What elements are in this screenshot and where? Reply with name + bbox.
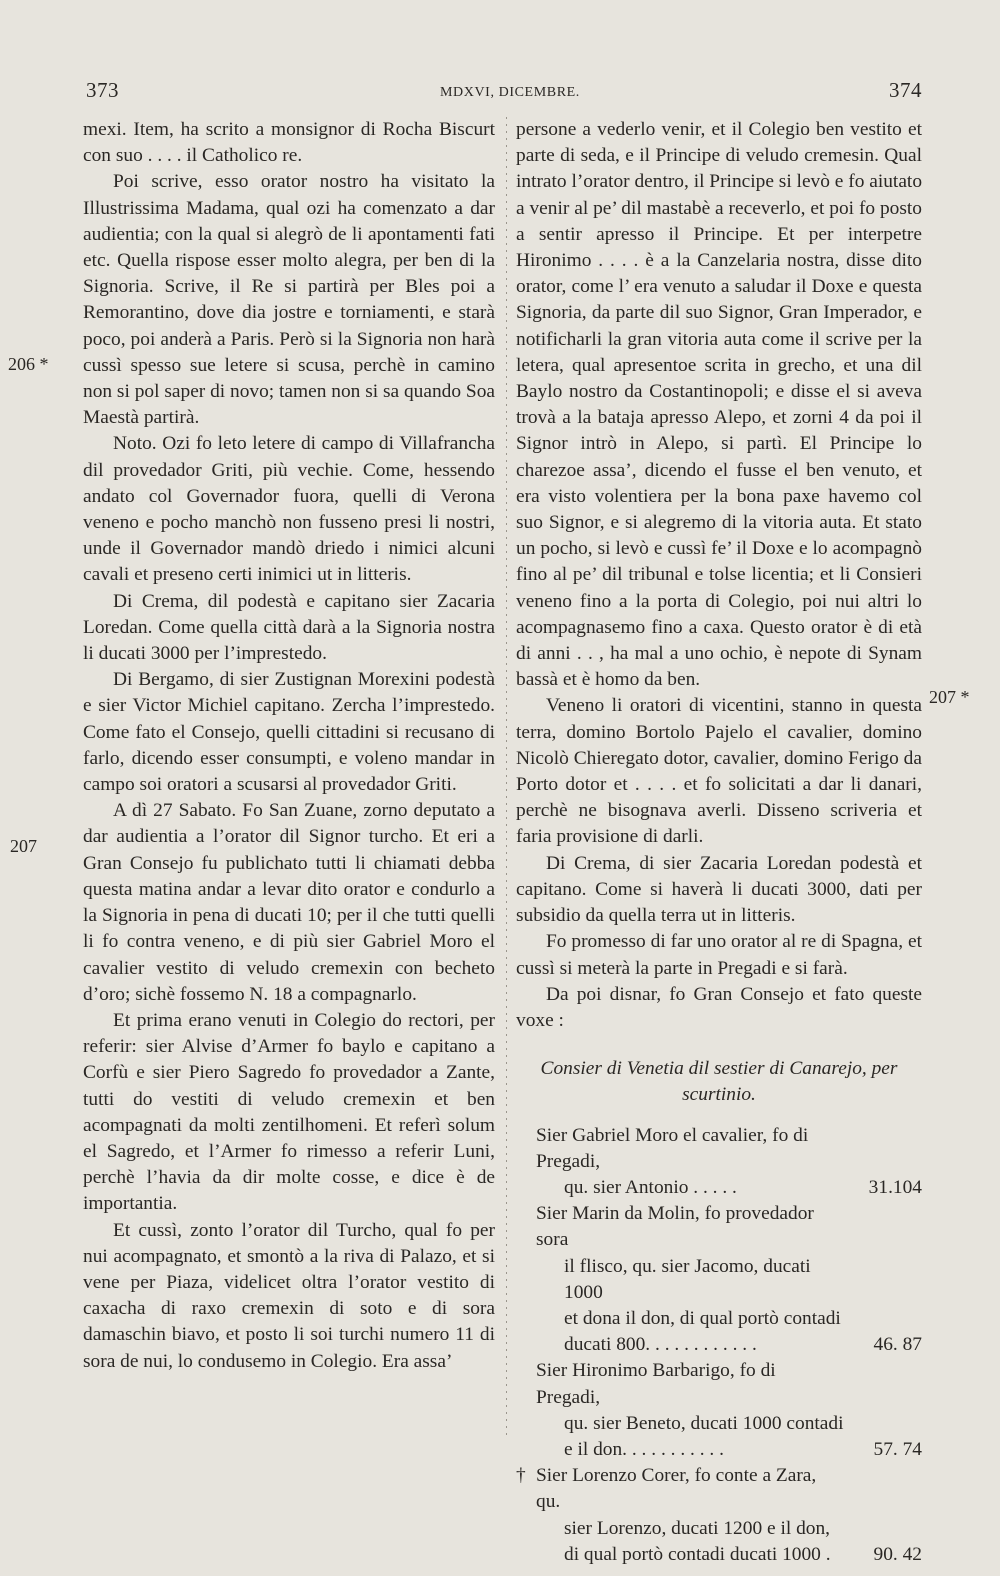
paragraph: Di Bergamo, di sier Zustignan Morexini podestà e sier Victor Michiel capitano. Zercha l’imprestedo. Come fato el Consejo, quelli cittadini si recusano di farlo, dicendo esser consumpti, e voleno mandar in campo soi oratori a scusarsi al provedador Griti.: [83, 669, 495, 796]
section-title: Consier di Venetia dil sestier di Canarejo, per scurtinio.: [540, 1058, 898, 1106]
candidate-name: Sier Hironimo Barbarigo, fo di Pregadi,: [536, 1360, 776, 1408]
paragraph: Noto. Ozi fo leto letere di campo di Villafrancha dil provedador Griti, più vechie. Come, hessendo andato col Governador fuora, quelli di Verona veneno e pocho manchò non fusseno presi li nostri, unde il Governador mandò driedo i nimici alcuni cavali et preseno certi inimici ut in litteris.: [83, 433, 495, 586]
paragraph: A dì 27 Sabato. Fo San Zuane, zorno deputato a dar audientia a l’orator dil Signor turcho. Et eri a Gran Consejo fu publichato tutti li chiamati debba questa matina andar a levar dito orator e condurlo a la Signoria in pena di ducati 10; per il che tutti quelli li fo contra veneno, e di più sier Gabriel Moro el cavalier vestito di veludo cremexin con becheto d’oro; sichè fossemo N. 18 a compagnarlo.: [83, 800, 495, 1005]
column-divider: [506, 117, 507, 1437]
paragraph: persone a vederlo venir, et il Colegio ben vestito et parte di seda, e il Principe di veludo cremesin. Qual intrato l’orator dentro, il Principe si levò e fo aiutato a venir al pe’ dil mastabè a receverlo, et poi fo posto a sentir apresso il Principe. Et per interpetre Hironimo . . . . è a la Canzelaria nostra, disse dito orator, come l’ era venuto a saludar il Doxe e questa Signoria, da parte dil suo Signor, Gran Imperador, e notificharli la gran vitoria auta come il scrive per la letera, qual apresentoe scrita in grecho, et una dil Baylo nostro da Costantinopoli; e disse el si aveva trovà a la bataja apresso Alepo, et zorni 4 da poi il Signor intrò in Alepo, si partì. El Principe lo charezoe assa’, dicendo el fusse el ben venuto, et era visto volentiera per la bona paxe havemo col suo Signor, e si alegremo di la vitoria auta. Et stato un pocho, si levò e cussì fe’ il Doxe e lo acompagnò fino al pe’ dil tribunal e tolse licentia; et li Consieri veneno fino a la porta di Colegio, poi nui altri lo acompagnasemo fino a caxa. Questo orator è di età di anni . . , ha mal a uno ochio, è nepote di Synam bassà et è homo da ben.: [516, 119, 923, 691]
list-item: [516, 1358, 922, 1463]
paragraph: Fo promesso di far uno orator al re di Spagna, et cussì si meterà la parte in Pregadi e si farà.: [516, 931, 922, 979]
margin-note-207-right: 207 *: [929, 687, 970, 707]
candidate-detail: sier Lorenzo, ducati 1200 e il don,: [564, 1517, 831, 1539]
paragraph: Poi scrive, esso orator nostro ha visitato la Illustrissima Madama, qual ozi ha comenzato a dar audientia; con la qual si alegrò de li apontamenti fati etc. Quella rispose esser molto alegra, per ben di la Signoria. Scrive, il Re si partirà per Bles poi a Remorantino, dove dia jostre e torniamenti, e starà poco, poi anderà a Paris. Però si la Signoria non harà cussì spesso sue letere si scusa, perchè in camino non si pol saper di novo; tamen non si sa quando Soa Maestà partirà.: [83, 171, 496, 429]
list-item: [516, 1201, 922, 1358]
vote-count: 90. 42: [873, 1543, 922, 1565]
vote-count: 57. 74: [873, 1438, 922, 1460]
paragraph: Et prima erano venuti in Colegio do rectori, per referir: sier Alvise d’Armer fo baylo e capitano a Corfù e sier Piero Sagredo fo provedador a Zante, tutti do vestiti di veludo cremexin et ben acompagnati da molti zentilhomeni. Et referì solum el Sagredo, et l’Armer fo rimesso a referir Luni, perchè l’havia da dir molte cosse, e dice è de importantia.: [83, 1009, 495, 1215]
paragraph: Da poi disnar, fo Gran Consejo et fato queste voxe :: [516, 983, 922, 1031]
paragraph: Veneno li oratori di vicentini, stanno in questa terra, domino Bortolo Pajelo el cavalier, domino Nicolò Chieregato dotor, cavalier, domino Ferigo da Porto dotor et . . . . et fo solicitati a dar li danari, perchè ne bisognava averli. Disseno scriveria et faria provisione di darli.: [516, 695, 922, 848]
list-item: [516, 1463, 922, 1568]
candidate-detail: e il don. . . . . . . . . . .: [564, 1438, 724, 1460]
candidate-detail: qu. sier Beneto, ducati 1000 contadi: [564, 1412, 844, 1434]
candidate-detail: ducati 800. . . . . . . . . . . .: [564, 1334, 757, 1356]
candidate-detail: qu. sier Antonio . . . . .: [564, 1176, 737, 1198]
candidate-list: [516, 1123, 922, 1568]
vote-count: 31.104: [868, 1176, 922, 1198]
page-number-left: 373: [86, 78, 119, 102]
candidate-detail: et dona il don, di qual portò contadi: [564, 1307, 841, 1329]
right-column: [516, 117, 922, 1568]
margin-note-206: 206 *: [8, 354, 49, 374]
paragraph: Di Crema, di sier Zacaria Loredan podestà et capitano. Come si haverà li ducati 3000, dati per subsidio da quella terra ut in litteris.: [516, 852, 922, 927]
paragraph: Di Crema, dil podestà e capitano sier Zacaria Loredan. Come quella città darà a la Signoria nostra li ducati 3000 per l’imprestedo.: [83, 590, 495, 665]
dagger-mark: †: [516, 1465, 526, 1487]
paragraph: mexi. Item, ha scrito a monsignor di Rocha Biscurt con suo . . . . il Catholico re.: [83, 119, 495, 167]
candidate-name: Sier Marin da Molin, fo provedador sora: [536, 1203, 814, 1251]
candidate-detail: il flisco, qu. sier Jacomo, ducati 1000: [564, 1255, 811, 1303]
paragraph: Et cussì, zonto l’orator dil Turcho, qual fo per nui acompagnato, et smontò a la riva di Palazo, et si vene per Piaza, videlicet oltra l’orator vestito di caxacha di raxo cremexin di soto e di sora damaschin biavo, et posto li soi turchi numero 11 di sora de nui, lo condusemo in Colegio. Era assa’: [83, 1219, 495, 1372]
vote-count: 46. 87: [873, 1334, 922, 1356]
candidate-detail: di qual portò contadi ducati 1000 .: [564, 1543, 831, 1565]
margin-note-207-left: 207: [10, 836, 37, 856]
left-column: [83, 117, 495, 1375]
candidate-name: Sier Lorenzo Corer, fo conte a Zara, qu.: [536, 1465, 817, 1513]
candidate-name: Sier Gabriel Moro el cavalier, fo di Pregadi,: [536, 1124, 809, 1172]
list-item: [516, 1123, 922, 1202]
running-title: MDXVI, DICEMBRE.: [440, 85, 580, 100]
page-number-right: 374: [889, 78, 922, 102]
